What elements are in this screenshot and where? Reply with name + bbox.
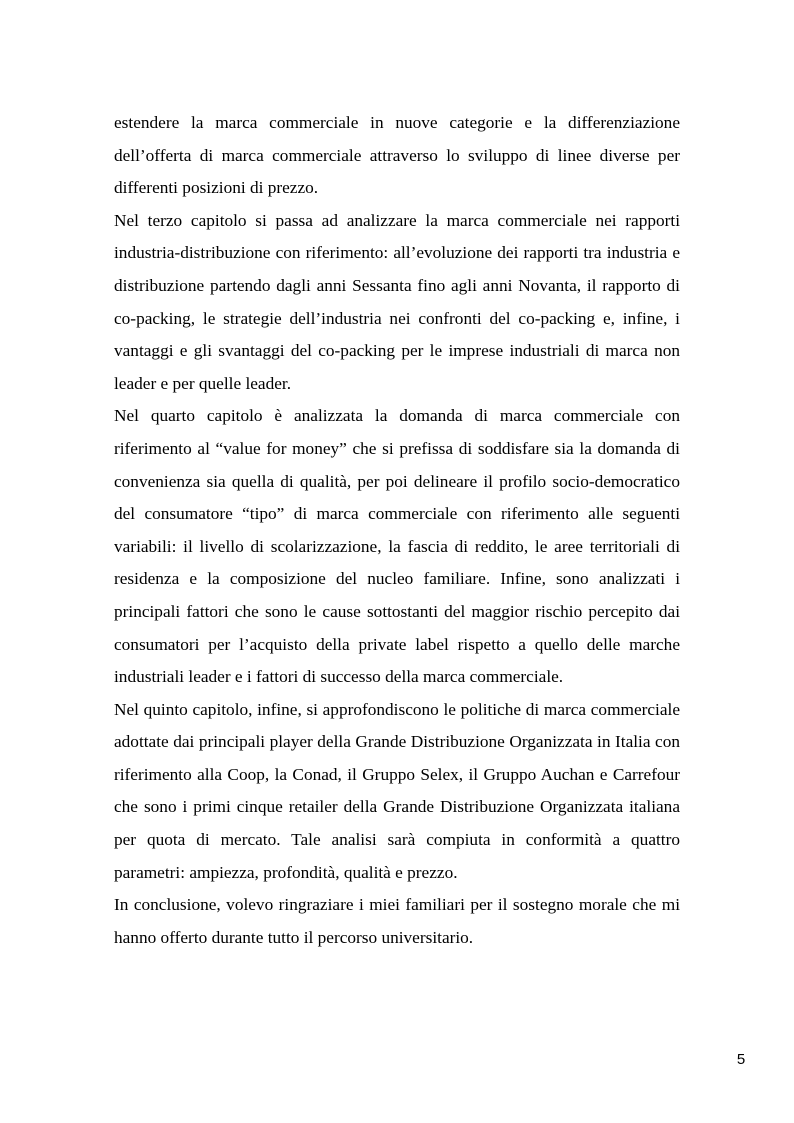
- body-text: [114, 107, 680, 954]
- paragraph-fifth-chapter: Nel quinto capitolo, infine, si approfondiscono le politiche di marca commerciale adottate dai principali player della Grande Distribuzione Organizzata in Italia con riferimento alla Coop, la Conad, il Gruppo Selex, il Gruppo Auchan e Carrefour che sono i primi cinque retailer della Grande Distribuzione Organizzata italiana per quota di mercato. Tale analisi sarà compiuta in conformità a quattro parametri: ampiezza, profondità, qualità e prezzo.: [114, 699, 680, 882]
- paragraph-continuation: estendere la marca commerciale in nuove categorie e la differenziazione dell’offerta di marca commerciale attraverso lo sviluppo di linee diverse per differenti posizioni di prezzo.: [114, 113, 680, 198]
- paragraph-conclusion: In conclusione, volevo ringraziare i miei familiari per il sostegno morale che mi hanno offerto durante tutto il percorso universitario.: [114, 895, 680, 947]
- paragraph-fourth-chapter: Nel quarto capitolo è analizzata la domanda di marca commerciale con riferimento al “value for money” che si prefissa di soddisfare sia la domanda di convenienza sia quella di qualità, per poi delineare il profilo socio-democratico del consumatore “tipo” di marca commerciale con riferimento alle seguenti variabili: il livello di scolarizzazione, la fascia di reddito, le aree territoriali di residenza e la composizione del nucleo familiare. Infine, sono analizzati i principali fattori che sono le cause sottostanti del maggior rischio percepito dai consumatori per l’acquisto della private label rispetto a quello delle marche industriali leader e i fattori di successo della marca commerciale.: [114, 406, 680, 687]
- paragraph-third-chapter: Nel terzo capitolo si passa ad analizzare la marca commerciale nei rapporti industria-distribuzione con riferimento: all’evoluzione dei rapporti tra industria e distribuzione partendo dagli anni Sessanta fino agli anni Novanta, il rapporto di co-packing, le strategie dell’industria nei confronti del co-packing e, infine, i vantaggi e gli svantaggi del co-packing per le imprese industriali di marca non leader e per quelle leader.: [114, 210, 680, 393]
- page-number: 5: [736, 1051, 746, 1068]
